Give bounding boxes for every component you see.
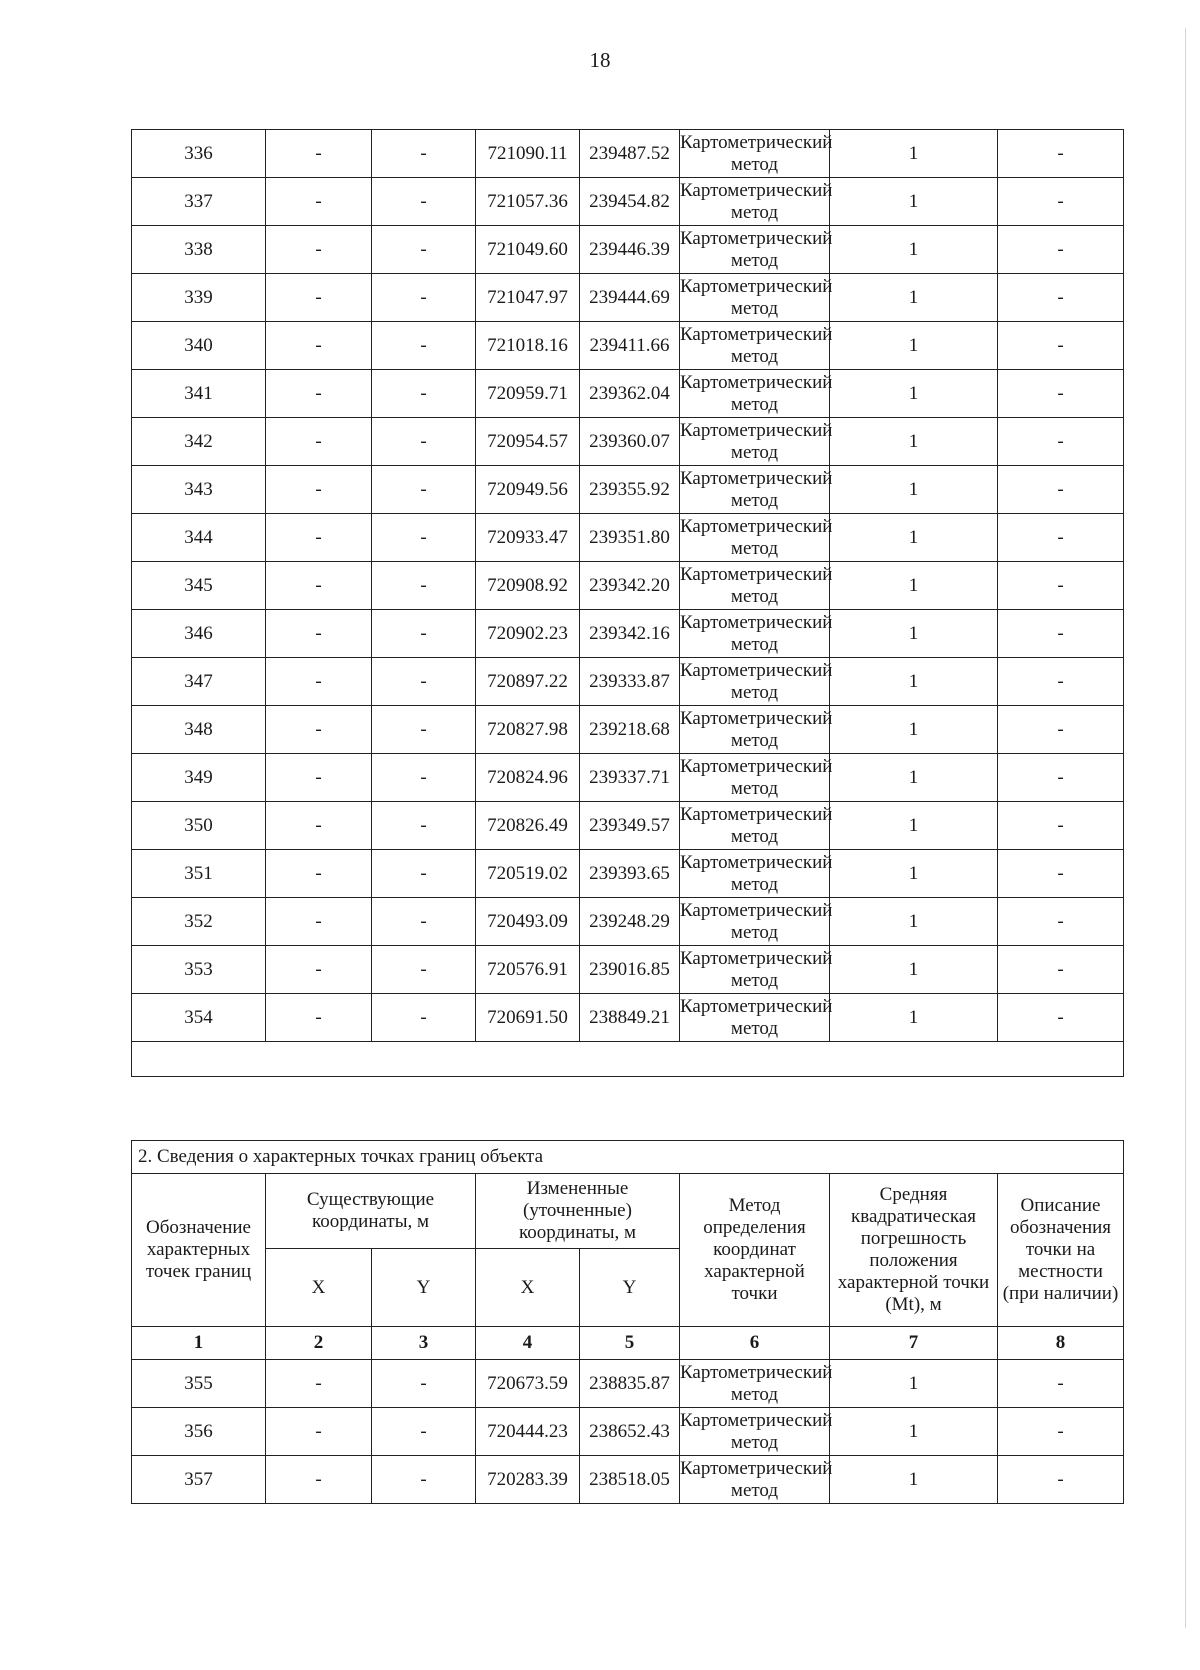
cell-existing-y: - bbox=[372, 850, 476, 898]
cell-point-number: 341 bbox=[132, 370, 266, 418]
cell-mt-error: 1 bbox=[830, 1456, 998, 1504]
table-body bbox=[132, 1360, 1124, 1504]
cell-point-number: 337 bbox=[132, 178, 266, 226]
cell-existing-x: - bbox=[266, 130, 372, 178]
cell-existing-x: - bbox=[266, 514, 372, 562]
column-number: 1 bbox=[132, 1327, 266, 1360]
cell-method: Картометрический метод bbox=[680, 658, 830, 706]
cell-existing-x: - bbox=[266, 946, 372, 994]
cell-description: - bbox=[998, 658, 1124, 706]
cell-existing-x: - bbox=[266, 898, 372, 946]
cell-existing-x: - bbox=[266, 850, 372, 898]
cell-description: - bbox=[998, 994, 1124, 1042]
cell-existing-x: - bbox=[266, 802, 372, 850]
cell-existing-x: - bbox=[266, 1408, 372, 1456]
cell-existing-y: - bbox=[372, 274, 476, 322]
cell-existing-x: - bbox=[266, 610, 372, 658]
cell-x-coordinate: 720954.57 bbox=[476, 418, 580, 466]
cell-existing-y: - bbox=[372, 466, 476, 514]
cell-y-coordinate: 238652.43 bbox=[580, 1408, 680, 1456]
cell-point-number: 347 bbox=[132, 658, 266, 706]
cell-y-coordinate: 239454.82 bbox=[580, 178, 680, 226]
cell-x-coordinate: 720908.92 bbox=[476, 562, 580, 610]
cell-point-number: 342 bbox=[132, 418, 266, 466]
cell-x-coordinate: 721018.16 bbox=[476, 322, 580, 370]
table-row bbox=[132, 562, 1124, 610]
table-row bbox=[132, 610, 1124, 658]
table-row bbox=[132, 898, 1124, 946]
cell-y-coordinate: 239355.92 bbox=[580, 466, 680, 514]
cell-point-number: 344 bbox=[132, 514, 266, 562]
cell-description: - bbox=[998, 610, 1124, 658]
cell-method: Картометрический метод bbox=[680, 322, 830, 370]
cell-method: Картометрический метод bbox=[680, 946, 830, 994]
cell-point-number: 350 bbox=[132, 802, 266, 850]
column-number: 2 bbox=[266, 1327, 372, 1360]
cell-mt-error: 1 bbox=[830, 130, 998, 178]
cell-mt-error: 1 bbox=[830, 418, 998, 466]
header-row bbox=[132, 1174, 1124, 1249]
cell-method: Картометрический метод bbox=[680, 562, 830, 610]
cell-x-coordinate: 721047.97 bbox=[476, 274, 580, 322]
cell-existing-x: - bbox=[266, 658, 372, 706]
column-number: 6 bbox=[680, 1327, 830, 1360]
cell-method: Картометрический метод bbox=[680, 1456, 830, 1504]
cell-method: Картометрический метод bbox=[680, 466, 830, 514]
cell-existing-y: - bbox=[372, 1360, 476, 1408]
cell-method: Картометрический метод bbox=[680, 274, 830, 322]
table-row bbox=[132, 946, 1124, 994]
header-existing-coords: Существующие координаты, м bbox=[266, 1174, 476, 1249]
cell-existing-y: - bbox=[372, 610, 476, 658]
table-row bbox=[132, 274, 1124, 322]
cell-description: - bbox=[998, 514, 1124, 562]
cell-mt-error: 1 bbox=[830, 274, 998, 322]
cell-existing-x: - bbox=[266, 370, 372, 418]
cell-description: - bbox=[998, 466, 1124, 514]
table-row bbox=[132, 466, 1124, 514]
cell-y-coordinate: 239248.29 bbox=[580, 898, 680, 946]
cell-y-coordinate: 239349.57 bbox=[580, 802, 680, 850]
cell-mt-error: 1 bbox=[830, 754, 998, 802]
cell-point-number: 339 bbox=[132, 274, 266, 322]
cell-point-number: 355 bbox=[132, 1360, 266, 1408]
cell-existing-x: - bbox=[266, 1360, 372, 1408]
cell-y-coordinate: 239333.87 bbox=[580, 658, 680, 706]
cell-y-coordinate: 239487.52 bbox=[580, 130, 680, 178]
table-caption-row bbox=[132, 1141, 1124, 1174]
table-row bbox=[132, 130, 1124, 178]
cell-x-coordinate: 720576.91 bbox=[476, 946, 580, 994]
cell-method: Картометрический метод bbox=[680, 514, 830, 562]
header-existing-x: X bbox=[266, 1249, 372, 1327]
cell-mt-error: 1 bbox=[830, 466, 998, 514]
table-row bbox=[132, 754, 1124, 802]
cell-x-coordinate: 721049.60 bbox=[476, 226, 580, 274]
cell-mt-error: 1 bbox=[830, 610, 998, 658]
cell-mt-error: 1 bbox=[830, 994, 998, 1042]
header-existing-y: Y bbox=[372, 1249, 476, 1327]
table-row bbox=[132, 418, 1124, 466]
cell-x-coordinate: 720897.22 bbox=[476, 658, 580, 706]
cell-y-coordinate: 239342.20 bbox=[580, 562, 680, 610]
cell-existing-x: - bbox=[266, 178, 372, 226]
cell-existing-y: - bbox=[372, 802, 476, 850]
cell-mt-error: 1 bbox=[830, 514, 998, 562]
cell-existing-y: - bbox=[372, 1408, 476, 1456]
table-row bbox=[132, 994, 1124, 1042]
cell-mt-error: 1 bbox=[830, 850, 998, 898]
cell-existing-x: - bbox=[266, 994, 372, 1042]
header-description: Описание обозначения точки на местности (при наличии) bbox=[998, 1174, 1124, 1327]
cell-description: - bbox=[998, 226, 1124, 274]
table-row bbox=[132, 706, 1124, 754]
cell-mt-error: 1 bbox=[830, 946, 998, 994]
cell-existing-x: - bbox=[266, 754, 372, 802]
cell-x-coordinate: 720691.50 bbox=[476, 994, 580, 1042]
cell-existing-y: - bbox=[372, 370, 476, 418]
column-number: 3 bbox=[372, 1327, 476, 1360]
cell-y-coordinate: 239016.85 bbox=[580, 946, 680, 994]
cell-existing-x: - bbox=[266, 274, 372, 322]
cell-y-coordinate: 238849.21 bbox=[580, 994, 680, 1042]
cell-point-number: 354 bbox=[132, 994, 266, 1042]
header-changed-x: X bbox=[476, 1249, 580, 1327]
cell-point-number: 340 bbox=[132, 322, 266, 370]
cell-existing-x: - bbox=[266, 562, 372, 610]
cell-method: Картометрический метод bbox=[680, 994, 830, 1042]
cell-existing-y: - bbox=[372, 130, 476, 178]
column-number: 7 bbox=[830, 1327, 998, 1360]
cell-y-coordinate: 239218.68 bbox=[580, 706, 680, 754]
cell-y-coordinate: 239351.80 bbox=[580, 514, 680, 562]
cell-x-coordinate: 720283.39 bbox=[476, 1456, 580, 1504]
cell-existing-y: - bbox=[372, 1456, 476, 1504]
table-row bbox=[132, 850, 1124, 898]
cell-method: Картометрический метод bbox=[680, 802, 830, 850]
cell-y-coordinate: 239446.39 bbox=[580, 226, 680, 274]
cell-method: Картометрический метод bbox=[680, 1360, 830, 1408]
cell-x-coordinate: 720493.09 bbox=[476, 898, 580, 946]
cell-x-coordinate: 721057.36 bbox=[476, 178, 580, 226]
cell-y-coordinate: 239360.07 bbox=[580, 418, 680, 466]
cell-description: - bbox=[998, 418, 1124, 466]
table-body bbox=[132, 130, 1124, 1042]
cell-existing-y: - bbox=[372, 226, 476, 274]
cell-description: - bbox=[998, 946, 1124, 994]
cell-description: - bbox=[998, 274, 1124, 322]
cell-point-number: 357 bbox=[132, 1456, 266, 1504]
cell-method: Картометрический метод bbox=[680, 226, 830, 274]
cell-description: - bbox=[998, 850, 1124, 898]
cell-mt-error: 1 bbox=[830, 802, 998, 850]
cell-y-coordinate: 238518.05 bbox=[580, 1456, 680, 1504]
table-row bbox=[132, 1456, 1124, 1504]
cell-x-coordinate: 720824.96 bbox=[476, 754, 580, 802]
cell-x-coordinate: 720673.59 bbox=[476, 1360, 580, 1408]
cell-y-coordinate: 239444.69 bbox=[580, 274, 680, 322]
cell-y-coordinate: 239342.16 bbox=[580, 610, 680, 658]
table-row bbox=[132, 1408, 1124, 1456]
cell-mt-error: 1 bbox=[830, 898, 998, 946]
cell-mt-error: 1 bbox=[830, 178, 998, 226]
cell-description: - bbox=[998, 802, 1124, 850]
cell-description: - bbox=[998, 322, 1124, 370]
cell-y-coordinate: 239393.65 bbox=[580, 850, 680, 898]
column-number: 4 bbox=[476, 1327, 580, 1360]
cell-x-coordinate: 721090.11 bbox=[476, 130, 580, 178]
table-caption: 2. Сведения о характерных точках границ объекта bbox=[132, 1141, 1124, 1174]
cell-description: - bbox=[998, 1408, 1124, 1456]
cell-method: Картометрический метод bbox=[680, 898, 830, 946]
scan-edge-line bbox=[1185, 28, 1186, 1628]
cell-description: - bbox=[998, 130, 1124, 178]
cell-point-number: 356 bbox=[132, 1408, 266, 1456]
column-number-row bbox=[132, 1327, 1124, 1360]
cell-point-number: 353 bbox=[132, 946, 266, 994]
cell-method: Картометрический метод bbox=[680, 706, 830, 754]
cell-mt-error: 1 bbox=[830, 1408, 998, 1456]
cell-method: Картометрический метод bbox=[680, 370, 830, 418]
cell-mt-error: 1 bbox=[830, 562, 998, 610]
cell-y-coordinate: 239411.66 bbox=[580, 322, 680, 370]
cell-x-coordinate: 720959.71 bbox=[476, 370, 580, 418]
column-number: 8 bbox=[998, 1327, 1124, 1360]
cell-description: - bbox=[998, 370, 1124, 418]
page-number: 18 bbox=[589, 48, 611, 72]
cell-method: Картометрический метод bbox=[680, 418, 830, 466]
cell-point-number: 336 bbox=[132, 130, 266, 178]
cell-existing-x: - bbox=[266, 1456, 372, 1504]
cell-description: - bbox=[998, 1360, 1124, 1408]
characteristic-points-table bbox=[131, 1140, 1124, 1504]
cell-existing-x: - bbox=[266, 706, 372, 754]
cell-description: - bbox=[998, 706, 1124, 754]
cell-existing-y: - bbox=[372, 514, 476, 562]
cell-existing-y: - bbox=[372, 706, 476, 754]
cell-description: - bbox=[998, 754, 1124, 802]
table-end-row bbox=[132, 1042, 1124, 1077]
cell-description: - bbox=[998, 562, 1124, 610]
cell-existing-y: - bbox=[372, 178, 476, 226]
table-row bbox=[132, 1360, 1124, 1408]
cell-point-number: 348 bbox=[132, 706, 266, 754]
cell-description: - bbox=[998, 178, 1124, 226]
cell-description: - bbox=[998, 1456, 1124, 1504]
table-row bbox=[132, 226, 1124, 274]
cell-existing-x: - bbox=[266, 226, 372, 274]
table-row bbox=[132, 802, 1124, 850]
header-error: Средняя квадратическая погрешность положения характерной точки (Mt), м bbox=[830, 1174, 998, 1327]
cell-y-coordinate: 239337.71 bbox=[580, 754, 680, 802]
cell-point-number: 346 bbox=[132, 610, 266, 658]
cell-method: Картометрический метод bbox=[680, 754, 830, 802]
cell-method: Картометрический метод bbox=[680, 130, 830, 178]
table-row bbox=[132, 322, 1124, 370]
cell-mt-error: 1 bbox=[830, 370, 998, 418]
cell-existing-y: - bbox=[372, 418, 476, 466]
header-point: Обозначение характерных точек границ bbox=[132, 1174, 266, 1327]
cell-mt-error: 1 bbox=[830, 658, 998, 706]
cell-existing-y: - bbox=[372, 946, 476, 994]
cell-mt-error: 1 bbox=[830, 322, 998, 370]
cell-existing-y: - bbox=[372, 994, 476, 1042]
cell-y-coordinate: 239362.04 bbox=[580, 370, 680, 418]
cell-description: - bbox=[998, 898, 1124, 946]
cell-mt-error: 1 bbox=[830, 1360, 998, 1408]
cell-mt-error: 1 bbox=[830, 226, 998, 274]
cell-point-number: 345 bbox=[132, 562, 266, 610]
cell-existing-y: - bbox=[372, 898, 476, 946]
cell-point-number: 338 bbox=[132, 226, 266, 274]
header-changed-coords: Измененные (уточненные) координаты, м bbox=[476, 1174, 680, 1249]
cell-method: Картометрический метод bbox=[680, 850, 830, 898]
cell-point-number: 349 bbox=[132, 754, 266, 802]
cell-x-coordinate: 720902.23 bbox=[476, 610, 580, 658]
cell-x-coordinate: 720949.56 bbox=[476, 466, 580, 514]
cell-existing-y: - bbox=[372, 754, 476, 802]
cell-existing-x: - bbox=[266, 466, 372, 514]
cell-x-coordinate: 720933.47 bbox=[476, 514, 580, 562]
table-row bbox=[132, 370, 1124, 418]
cell-point-number: 343 bbox=[132, 466, 266, 514]
cell-method: Картометрический метод bbox=[680, 610, 830, 658]
table-row bbox=[132, 178, 1124, 226]
cell-existing-y: - bbox=[372, 658, 476, 706]
cell-method: Картометрический метод bbox=[680, 178, 830, 226]
cell-y-coordinate: 238835.87 bbox=[580, 1360, 680, 1408]
cell-method: Картометрический метод bbox=[680, 1408, 830, 1456]
table-row bbox=[132, 658, 1124, 706]
header-changed-y: Y bbox=[580, 1249, 680, 1327]
table-row bbox=[132, 514, 1124, 562]
cell-existing-x: - bbox=[266, 418, 372, 466]
coordinates-table-continued bbox=[131, 129, 1124, 1077]
column-number: 5 bbox=[580, 1327, 680, 1360]
cell-x-coordinate: 720826.49 bbox=[476, 802, 580, 850]
cell-existing-x: - bbox=[266, 322, 372, 370]
header-method: Метод определения координат характерной точки bbox=[680, 1174, 830, 1327]
cell-x-coordinate: 720827.98 bbox=[476, 706, 580, 754]
cell-existing-y: - bbox=[372, 562, 476, 610]
cell-existing-y: - bbox=[372, 322, 476, 370]
cell-x-coordinate: 720444.23 bbox=[476, 1408, 580, 1456]
cell-mt-error: 1 bbox=[830, 706, 998, 754]
cell-point-number: 351 bbox=[132, 850, 266, 898]
cell-x-coordinate: 720519.02 bbox=[476, 850, 580, 898]
cell-point-number: 352 bbox=[132, 898, 266, 946]
